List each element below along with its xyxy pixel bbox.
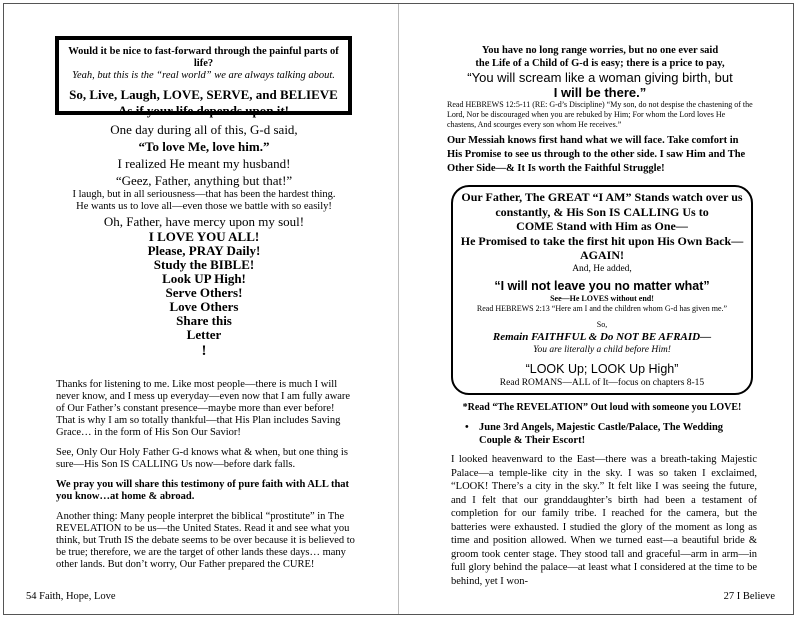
messiah-paragraph: Our Messiah knows first hand what we will face. Take comfort in His Promise to see us through to the other side. I saw Him and The Other Side—& It Is worth the Faithful Struggle! [447, 135, 746, 174]
bullet-icon: • [465, 422, 469, 433]
box-literally: You are literally a child before Him! [533, 345, 671, 355]
romans-verse: Read ROMANS—ALL of It—focus on chapters 8-15 [499, 378, 705, 388]
promise-box [451, 185, 753, 395]
list-item: Letter [186, 327, 222, 342]
poem-line: “To love Me, love him.” [138, 139, 270, 154]
list-item: Study the BIBLE! [153, 257, 255, 272]
box-line-1: Would it be nice to fast-forward through the painful parts of life? [68, 46, 339, 69]
right-body: I looked heavenward to the East—there was a breath-taking Majestic Palace—a temple-like city in the sky. I was so taken I exclaimed, “LOOK! There’s a city in the sky.” It felt like I was seeing the future, and I felt that our granddaughter’s birth had been a testament of completion for our family tribe. I reached for the camera, but the batteries were exhausted. I studied the glory of the moment as long as time and position allowed. When we turned east—a beautiful bride & groom took center stage. They stood tall and graceful—arm in arm—in full glory behind the palace—at least what I considered at the time to be behind, yet I won- [451, 454, 757, 587]
poem-line: One day during all of this, G-d said, [110, 122, 298, 137]
box-line-3: So, Live, Laugh, LOVE, SERVE, and BELIEVE [69, 87, 338, 102]
right-top [447, 44, 753, 176]
list-item: Please, PRAY Daily! [147, 243, 261, 258]
box-added: And, He added, [572, 263, 632, 274]
read-revelation: *Read “The REVELATION” Out loud with someone you LOVE! [462, 402, 742, 413]
poem-line: I laugh, but in all seriousness—that has been the hardest thing. [72, 189, 336, 200]
box-lookup: “LOOK Up; LOOK Up High” [525, 362, 679, 376]
box-line: COME Stand with Him as One— [516, 219, 688, 233]
box-remain: Remain FAITHFUL & Do NOT BE AFRAID— [492, 330, 712, 343]
box-see: See—He LOVES without end! [550, 293, 654, 303]
poem-line: He wants us to love all—even those we battle with so easily! [76, 201, 332, 212]
list-item: Serve Others! [165, 285, 243, 300]
book-spread [3, 3, 794, 615]
box-line-2: Yeah, but this is the “real world” we are always talking about. [72, 70, 335, 81]
box-line: constantly, & His Son IS CALLING Us to [495, 204, 709, 219]
hebrews-2-verse: Read HEBREWS 2:13 “Here am I and the children whom G-d has given me.” [476, 303, 728, 313]
box-line: He Promised to take the first hit upon His Own Back— [460, 233, 744, 248]
left-page-footer: 54 Faith, Hope, Love [26, 591, 116, 602]
box-line: Our Father, The GREAT “I AM” Stands watch over us [461, 190, 743, 204]
poem-line: “Geez, Father, anything but that!” [115, 173, 293, 188]
june-heading-text: June 3rd Angels, Majestic Castle/Palace, The Wedding Couple & Their Escort! [479, 422, 724, 446]
paragraph: Thanks for listening to me. Like most people—there is much I will never know, and I mess up everyday—even now that I am fully aware of Our Father’s constant presence—maybe more than ever before! That is why I am so totally thankful—that His Plan includes Saving Grace… in the form of His Son Our Savior! [56, 379, 351, 438]
poem-line: I realized He meant my husband! [117, 156, 291, 171]
right-page-footer: 27 I Believe [723, 591, 775, 602]
list-item: Look UP High! [162, 271, 246, 286]
exhortation-list [104, 230, 304, 360]
poem [54, 121, 354, 230]
box-line-4: As if your life depends upon it! [118, 103, 289, 118]
list-item: Share this [176, 313, 232, 328]
paragraph: We pray you will share this testimony of pure faith with ALL that you know…at home & abroad. [56, 479, 350, 502]
top-line-2: the Life of a Child of G-d is easy; there is a price to pay, [475, 58, 725, 69]
top-line-3: “You will scream like a woman giving birth, but [467, 70, 733, 85]
list-item: I LOVE YOU ALL! [148, 229, 260, 244]
top-line-4: I will be there.” [553, 85, 647, 100]
top-line-1: You have no long range worries, but no one ever said [481, 45, 719, 56]
box-line: AGAIN! [580, 248, 624, 262]
hebrews-12-verse: Read HEBREWS 12:5-11 (RE: G-d’s Discipline) “My son, do not despise the chastening of the Lord, Nor be discouraged when you are rebuked by Him; For whom the Lord loves He chastens, And scourges every son whom He receives.” [447, 100, 753, 129]
left-page [4, 4, 399, 614]
list-item: ! [201, 343, 207, 359]
box-so: So, [596, 319, 608, 329]
intro-box [55, 36, 352, 118]
paragraph: Another thing: Many people interpret the biblical “prostitute” in The REVELATION to be us—the United States. Read it and see what you think, but Truth IS the debate seems to be over because it is believed to be true; therefore, we are the target of other lands these days… many other lands. But don’t worry, Our Father prepared the CURE! [56, 511, 355, 570]
paragraph: See, Only Our Holy Father G-d knows what & when, but one thing is sure—His Son IS CALLING Us now—before dark falls. [56, 447, 348, 470]
poem-line: Oh, Father, have mercy upon my soul! [103, 214, 305, 229]
box-quote: “I will not leave you no matter what” [494, 278, 710, 293]
left-body [56, 379, 356, 579]
june-heading [451, 421, 757, 447]
right-page [399, 4, 793, 614]
list-item: Love Others [169, 299, 239, 314]
